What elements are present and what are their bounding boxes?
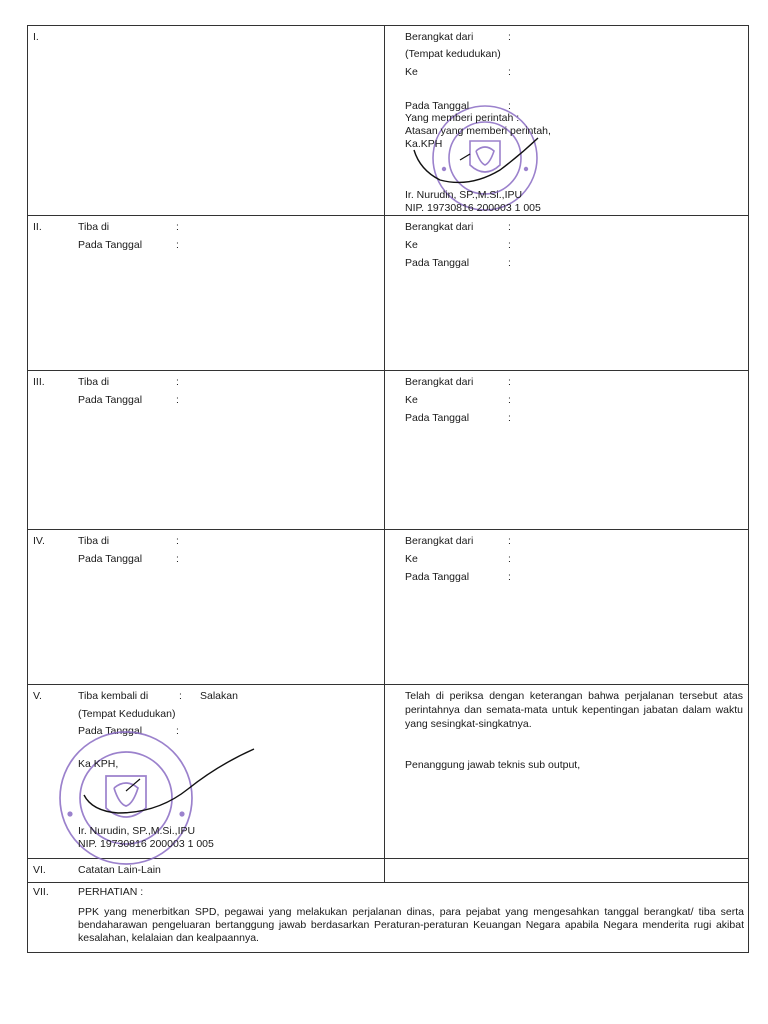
s1-signatory-name: Ir. Nurudin, SP.,M.Si.,IPU [405,189,523,201]
s3-pada-tanggal-left-label: Pada Tanggal [78,394,143,406]
s5-tiba-kembali-value: Salakan [200,690,238,702]
section-4-number: IV. [33,535,45,547]
row-separator-1 [27,215,749,216]
s1-ke-colon: : [508,66,511,78]
s4-pada-tanggal-left-colon: : [176,553,179,565]
s4-pada-tanggal-right-colon: : [508,571,511,583]
s1-atasan-label: Atasan yang memberi perintah, [405,125,551,137]
s1-yang-memberi-perintah: Yang memberi perintah : [405,112,520,124]
row-separator-2 [27,370,749,371]
s5-tempat-kedudukan-label: (Tempat Kedudukan) [78,708,176,720]
s3-tiba-di-label: Tiba di [78,376,110,388]
s4-pada-tanggal-right-label: Pada Tanggal [405,571,470,583]
s4-berangkat-dari-colon: : [508,535,511,547]
section-1-number: I. [33,31,39,43]
s5-tiba-kembali-label: Tiba kembali di [78,690,149,702]
s3-berangkat-dari-colon: : [508,376,511,388]
s3-pada-tanggal-left-colon: : [176,394,179,406]
s4-tiba-di-label: Tiba di [78,535,110,547]
s3-ke-label: Ke [405,394,418,406]
s5-pada-tanggal-colon: : [176,725,179,737]
border-left [27,25,28,953]
section-7-number: VII. [33,886,49,898]
s7-perhatian-body: PPK yang menerbitkan SPD, pegawai yang melakukan perjalanan dinas, para pejabat yang mengesahkan tanggal berangkat/ tiba serta bendaharawan pengeluaran bertanggung jawab berdasarkan Peraturan-peraturan Keuangan Negara apabila Negara menderita rugi akibat kesalahan, kelalaian dan kealpaannya. [78,906,744,944]
border-top [27,25,749,26]
s2-ke-label: Ke [405,239,418,251]
s3-tiba-di-colon: : [176,376,179,388]
s5-verification-statement: Telah di periksa dengan keterangan bahwa perjalanan tersebut atas perintahnya dan semata-mata untuk kepentingan jabatan dalam waktu yang sesingkat-singkatnya. [405,690,743,730]
s2-berangkat-dari-colon: : [508,221,511,233]
s1-pada-tanggal-label: Pada Tanggal [405,100,470,112]
s2-pada-tanggal-right-label: Pada Tanggal [405,257,470,269]
row-separator-4 [27,684,749,685]
s1-berangkat-dari-label: Berangkat dari [405,31,474,43]
section-2-number: II. [33,221,42,233]
s1-signatory-nip: NIP. 19730816 200003 1 005 [405,202,541,214]
s3-ke-colon: : [508,394,511,406]
section-3-number: III. [33,376,45,388]
s5-ka-kph-label: Ka KPH, [78,758,119,770]
s5-tiba-kembali-colon: : [179,690,182,702]
s2-tiba-di-colon: : [176,221,179,233]
border-bottom [27,952,749,953]
s4-tiba-di-colon: : [176,535,179,547]
s4-ke-colon: : [508,553,511,565]
s4-pada-tanggal-left-label: Pada Tanggal [78,553,143,565]
s1-berangkat-dari-colon: : [508,31,511,43]
s4-berangkat-dari-label: Berangkat dari [405,535,474,547]
s5-signatory-name: Ir. Nurudin, SP.,M.Si.,IPU [78,825,196,837]
s2-berangkat-dari-label: Berangkat dari [405,221,474,233]
s5-pada-tanggal-label: Pada Tanggal [78,725,143,737]
s3-pada-tanggal-right-label: Pada Tanggal [405,412,470,424]
signature-icon [78,745,268,825]
s1-ka-kph-label: Ka.KPH [405,138,443,150]
s1-pada-tanggal-colon: : [508,100,511,112]
s7-perhatian-label: PERHATIAN : [78,886,144,898]
s5-penanggung-jawab-label: Penanggung jawab teknis sub output, [405,759,581,771]
s1-tempat-kedudukan-label: (Tempat kedudukan) [405,48,501,60]
s6-catatan-label: Catatan Lain-Lain [78,864,161,876]
s1-ke-label: Ke [405,66,418,78]
s2-tiba-di-label: Tiba di [78,221,110,233]
s2-ke-colon: : [508,239,511,251]
section-5-number: V. [33,690,42,702]
s2-pada-tanggal-right-colon: : [508,257,511,269]
s5-signatory-nip: NIP. 19730816 200003 1 005 [78,838,214,850]
s4-ke-label: Ke [405,553,418,565]
column-divider [384,25,385,883]
s2-pada-tanggal-left-colon: : [176,239,179,251]
border-right [748,25,749,953]
s2-pada-tanggal-left-label: Pada Tanggal [78,239,143,251]
section-6-number: VI. [33,864,46,876]
s3-berangkat-dari-label: Berangkat dari [405,376,474,388]
row-separator-6 [27,882,749,883]
row-separator-3 [27,529,749,530]
s3-pada-tanggal-right-colon: : [508,412,511,424]
